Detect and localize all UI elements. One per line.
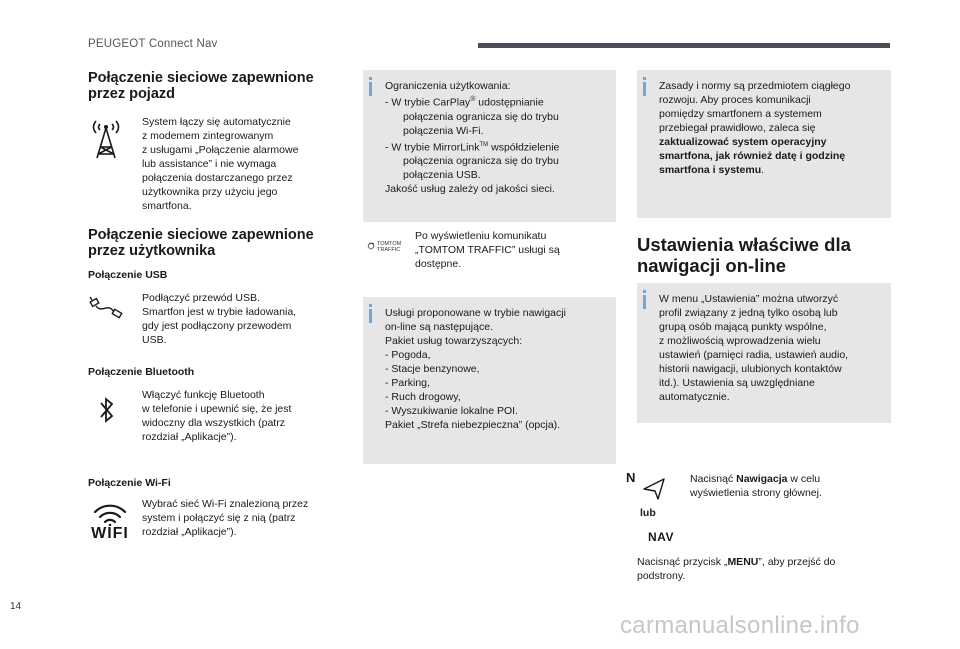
wifi-connection-text: Wybrać sieć Wi-Fi znalezioną przez system i połączyć się z nią (patrz rozdział „Aplikacje”).: [142, 498, 309, 538]
usb-cable-icon: [88, 296, 124, 324]
antenna-icon: [88, 116, 124, 160]
usb-connection-title: Połączenie USB: [88, 269, 168, 281]
info-marker: [643, 295, 646, 309]
heading-user-connection: Połączenie sieciowe zapewnione przez użytkownika: [88, 227, 314, 259]
info-marker: [643, 82, 646, 96]
wifi-label: WIFI: [91, 525, 129, 542]
svg-text:TRAFFIC: TRAFFIC: [377, 247, 401, 253]
settings-box: W menu „Ustawienia” można utworzyć profil związany z jedną tylko osobą lub grupą osób mającą punkty wspólne, z możliwością wprowadzenia wielu ustawień (pamięci radia, ustawień audio, historii nawigacji, ulubionych kontaktów itd.). Ustawienia są uwzględniane automatycznie.: [637, 283, 891, 423]
info-marker: [369, 82, 372, 96]
usb-connection-text: Podłączyć przewód USB. Smartfon jest w trybie ładowania, gdy jest podłączony przewodem USB.: [142, 292, 297, 346]
online-services-box: Usługi proponowane w trybie nawigacji on-line są następujące. Pakiet usług towarzyszących: - Pogoda, - Stacje benzynowe, - Parking, - Ruch drogowy, - Wyszukiwanie lokalne POI. Pakiet „Strefa niebezpieczna” (opcja).: [363, 297, 616, 464]
info-marker: [369, 309, 372, 323]
usage-limits-box: Ograniczenia użytkowania: - W trybie CarPlay® udostępnianie połączenia ogranicza się do trybu połączenia Wi-Fi. - W trybie MirrorLink™ współdzielenie połączenia ogranicza się do trybu połączenia USB. Jakość usług zależy od jakości sieci.: [363, 70, 616, 222]
bluetooth-connection-text: Włączyć funkcję Bluetooth w telefonie i upewnić się, że jest widoczny dla wszystkich (patrz rozdział „Aplikacje”).: [142, 389, 292, 443]
vehicle-connection-text: System łączy się automatycznie z modemem zintegrowanym z usługami „Połączenie alarmowe lub assistance” i nie wymaga połączenia dostarczanego przez użytkownika przy użyciu jego smartfona.: [142, 116, 299, 212]
standards-box: Zasady i normy są przedmiotem ciągłego rozwoju. Aby proces komunikacji pomiędzy smartfonem a systemem przebiegał prawidłowo, zaleca się zaktualizować system operacyjny smartfona, jak również datę i godzinę smartfona i systemu.: [637, 70, 891, 218]
wifi-connection-title: Połączenie Wi-Fi: [88, 477, 171, 489]
nav-or-label: lub: [640, 507, 656, 519]
tomtom-text: Po wyświetleniu komunikatu „TOMTOM TRAFFIC” usługi są dostępne.: [415, 230, 560, 270]
wifi-icon: [88, 500, 132, 544]
nav-instruction: Nacisnąć Nawigacja w celu wyświetlenia strony głównej.: [690, 473, 822, 499]
bluetooth-connection-title: Połączenie Bluetooth: [88, 366, 195, 378]
bluetooth-icon: [98, 394, 116, 426]
running-header: PEUGEOT Connect Nav: [88, 38, 218, 50]
heading-vehicle-connection: Połączenie sieciowe zapewnione przez pojazd: [88, 70, 314, 102]
page-number: 14: [10, 601, 22, 612]
menu-instruction: Nacisnąć przycisk „MENU”, aby przejść do podstrony.: [637, 556, 836, 582]
header-bar: [478, 43, 890, 48]
svg-text:TOMTOM: TOMTOM: [377, 241, 402, 247]
watermark: carmanualsonline.info: [620, 612, 860, 639]
nav-button-label: NAV: [648, 530, 674, 544]
tomtom-traffic-logo: [366, 238, 410, 254]
heading-online-nav-settings: Ustawienia właściwe dla nawigacji on-line: [637, 234, 851, 276]
